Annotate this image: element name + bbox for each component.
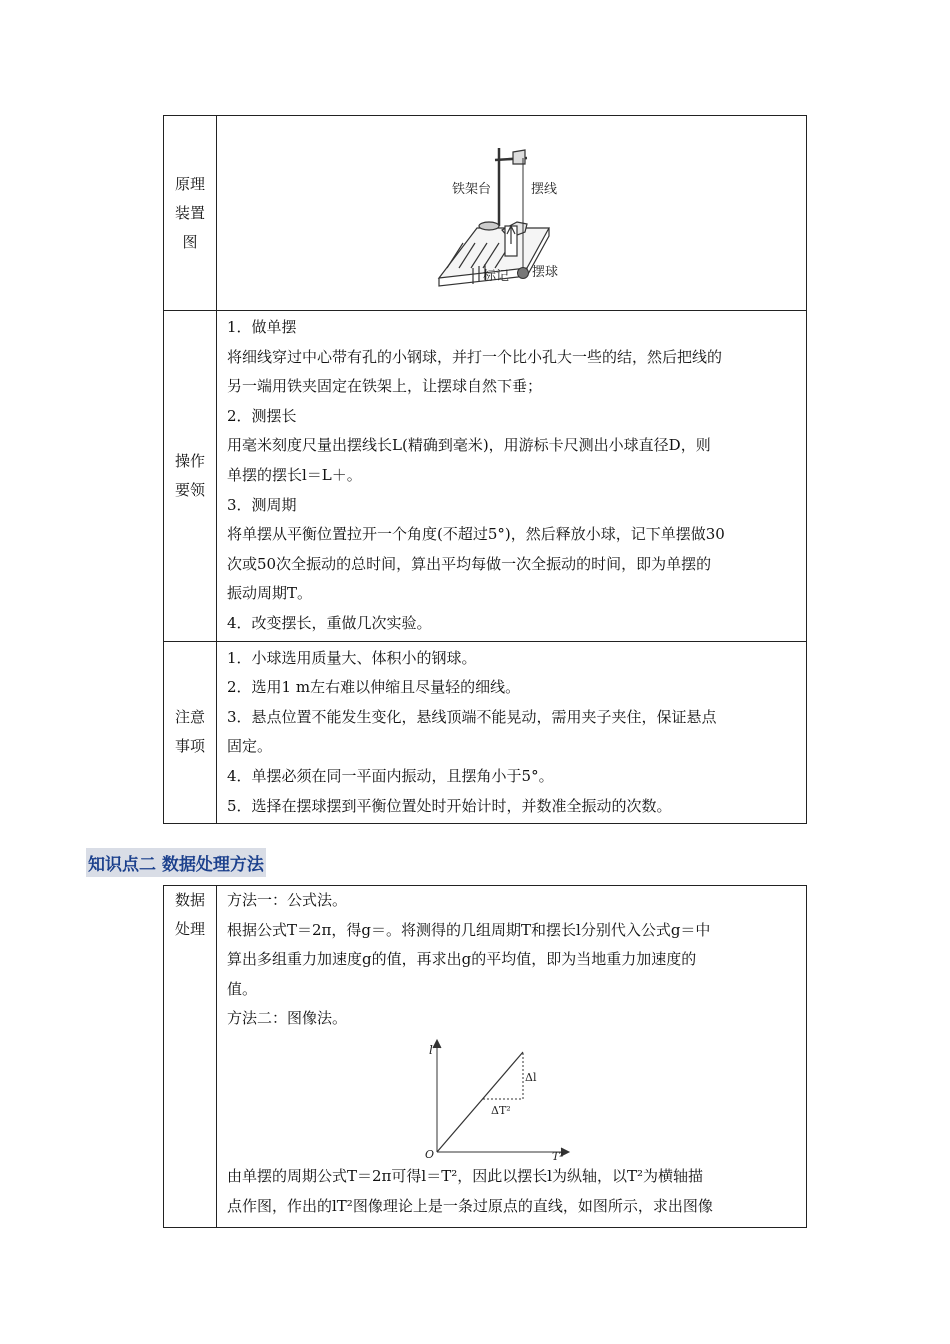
procedure-line: 将单摆从平衡位置拉开一个角度(不超过5°)，然后释放小球，记下单摆做30 [227, 525, 725, 544]
experiment-table [163, 115, 807, 824]
delta-t2-label: ΔT² [491, 1103, 511, 1117]
y-axis-label: l [429, 1042, 433, 1057]
method-line: 方法二：图像法。 [227, 1009, 348, 1028]
note-line: 2．选用1 m左右难以伸缩且尽量轻的细线。 [227, 678, 521, 697]
procedure-line: 次或50次全振动的总时间，算出平均每做一次全振动的时间，即为单摆的 [227, 554, 712, 573]
data-processing-cell [217, 886, 807, 1228]
origin-label: O [425, 1147, 435, 1161]
row-label-notes [164, 641, 217, 824]
procedure-line: 单摆的摆长l＝L＋。 [227, 465, 362, 484]
note-line: 4．单摆必须在同一平面内振动，且摆角小于5°。 [227, 766, 554, 785]
procedure-line: 振动周期T。 [227, 584, 313, 603]
row-label-apparatus [164, 116, 217, 311]
note-line: 固定。 [227, 737, 273, 756]
procedure-line: 另一端用铁夹固定在铁架上，让摆球自然下垂； [227, 377, 543, 396]
note-line: 3．悬点位置不能发生变化，悬线顶端不能晃动，需用夹子夹住，保证悬点 [227, 707, 717, 726]
procedure-cell [217, 311, 807, 642]
delta-l-label: Δl [525, 1070, 537, 1084]
label-text: 数据处理 [174, 891, 205, 938]
procedure-line: 用毫米刻度尺量出摆线长L(精确到毫米)，用游标卡尺测出小球直径D，则 [227, 436, 711, 455]
label-text: 注意事项 [174, 708, 205, 756]
label-text: 操作要领 [174, 451, 205, 499]
method-line: 算出多组重力加速度g的值，再求出g的平均值，即为当地重力加速度的 [227, 950, 697, 969]
procedure-line: 1．做单摆 [227, 318, 297, 336]
method-line: 点作图，作出的lT²图像理论上是一条过原点的直线，如图所示，求出图像 [227, 1196, 713, 1215]
notes-cell [217, 641, 807, 824]
pendulum-apparatus-diagram [227, 118, 798, 308]
method-line: 值。 [227, 979, 258, 998]
procedure-line: 4．改变摆长，重做几次实验。 [227, 613, 432, 632]
note-line: 1．小球选用质量大、体积小的钢球。 [227, 648, 477, 667]
data-processing-table [163, 885, 807, 1228]
row-label-data [164, 886, 217, 1228]
method-line: 由单摆的周期公式T＝2π可得l＝T²，因此以摆长l为纵轴，以T²为横轴描 [227, 1166, 704, 1185]
pendulum-ball [518, 268, 529, 279]
procedure-line: 3．测周期 [227, 495, 297, 514]
method-line: 方法一：公式法。 [227, 891, 348, 909]
method-line: 根据公式T＝2π，得g＝。将测得的几组周期T和摆长l分别代入公式g＝中 [227, 920, 711, 939]
label-stand: 铁架台 [452, 182, 492, 197]
note-line: 5．选择在摆球摆到平衡位置处时开始计时，并数准全振动的次数。 [227, 796, 672, 815]
apparatus-figure-cell [217, 116, 807, 311]
x-axis-label: T² [552, 1149, 564, 1162]
label-text: 原理装置图 [174, 174, 205, 251]
section-heading: 知识点二 数据处理方法 [86, 848, 266, 877]
procedure-line: 将细线穿过中心带有孔的小钢球，并打一个比小孔大一些的结，然后把线的 [227, 347, 723, 366]
label-mark: 标记 [483, 269, 510, 284]
label-ball: 摆球 [532, 265, 559, 280]
procedure-line: 2．测摆长 [227, 406, 297, 425]
row-label-procedure [164, 311, 217, 642]
l-t2-graph [227, 1034, 798, 1162]
label-string: 摆线 [531, 182, 558, 197]
